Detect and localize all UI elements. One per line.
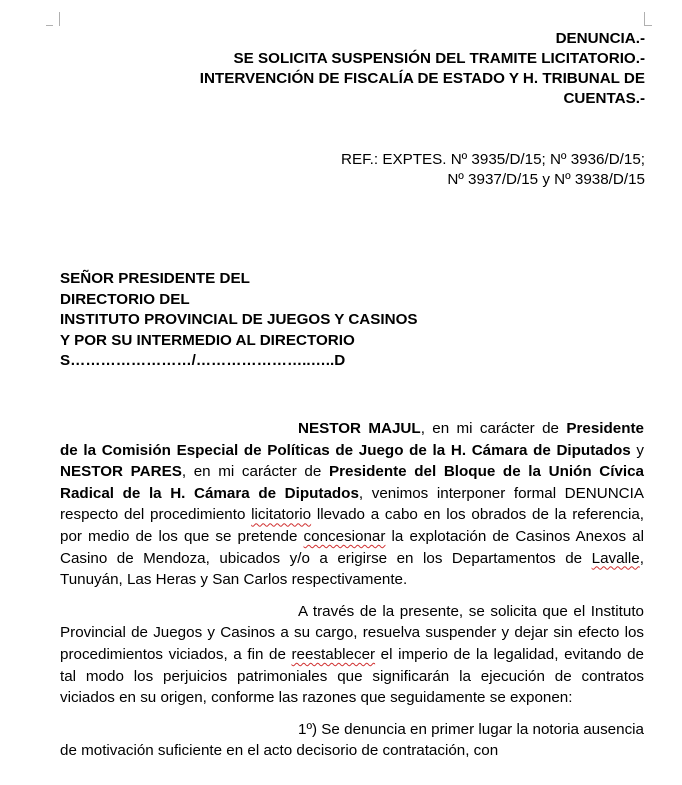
complainant-name-2: NESTOR PARES xyxy=(60,463,182,481)
complainant-role-2: Presidente del Bloque de la Unión Cívica Radical de la H. Cámara de Diputados xyxy=(60,463,645,502)
text-run: , en mi carácter de xyxy=(181,463,329,481)
page-margin-mark-top-left-h xyxy=(46,25,53,26)
heading-line: CUENTAS.- xyxy=(563,90,645,107)
addressee-line: SEÑOR PRESIDENTE DEL xyxy=(60,270,250,287)
spellcheck-word: reestablecer xyxy=(291,645,376,663)
complainant-name-1: NESTOR MAJUL xyxy=(298,420,421,437)
complainant-role-1: Presidente de la Comisión Especial de Políticas de Juego de la H. Cámara de Diputados xyxy=(60,420,645,459)
addressee-line: INSTITUTO PROVINCIAL DE JUEGOS Y CASINOS xyxy=(60,311,418,328)
text-run: 1º) Se denuncia en primer lugar la notoria ausencia de motivación suficiente en el acto decisorio de contratación, con xyxy=(60,720,644,760)
heading-line: INTERVENCIÓN DE FISCALÍA DE ESTADO Y H. TRIBUNAL DE xyxy=(199,70,645,87)
document-body xyxy=(60,418,644,772)
spellcheck-word: concesionar xyxy=(303,527,386,545)
text-run: la explotación de Casinos Anexos al Casino de Mendoza, ubicados y/o a erigirse en los Departamentos de xyxy=(60,527,645,567)
text-run: , venimos interponer formal DENUNCIA respecto del procedimiento xyxy=(60,484,644,524)
addressee-line: S……………………/…………………..…..D xyxy=(60,352,346,369)
heading-line: SE SOLICITA SUSPENSIÓN DEL TRAMITE LICITATORIO.- xyxy=(233,50,645,67)
text-run: y xyxy=(630,441,644,459)
page-margin-mark-top-right xyxy=(644,12,652,26)
text-run: A través de la presente, se solicita que el Instituto Provincial de Juegos y Casinos a su cargo, resuelva suspender y dejar sin efecto los procedimientos viciados, a fin de xyxy=(60,602,644,663)
reference-line-1: REF.: EXPTES. Nº 3935/D/15; Nº 3936/D/15; xyxy=(340,151,645,168)
spellcheck-word: licitatorio xyxy=(251,506,312,524)
spellcheck-word: Lavalle xyxy=(591,549,640,567)
paragraph-punto-1 xyxy=(60,719,644,762)
paragraph-solicitud xyxy=(60,601,644,709)
reference-line-2: Nº 3937/D/15 y Nº 3938/D/15 xyxy=(447,171,645,188)
heading-line: DENUNCIA.- xyxy=(555,30,645,47)
page-margin-mark-top-left xyxy=(52,12,60,26)
addressee-block xyxy=(60,269,418,372)
text-run: , en mi carácter de xyxy=(420,420,567,437)
text-run: llevado a cabo en los obrados de la referencia, por medio de los que se pretende xyxy=(60,506,644,545)
text-run: el imperio de la legalidad, evitando de tal modo los perjuicios patrimoniales que significarán la ejecución de contratos viciados en su origen, conforme las razones que seguidamente se exponen: xyxy=(60,645,644,707)
document-heading xyxy=(85,29,645,109)
paragraph-denuncia xyxy=(60,418,644,591)
text-run: , Tunuyán, Las Heras y San Carlos respectivamente. xyxy=(60,549,644,589)
addressee-line: Y POR SU INTERMEDIO AL DIRECTORIO xyxy=(60,331,355,349)
reference-block xyxy=(85,150,645,190)
page-margin-mark-top-right-h xyxy=(645,25,652,26)
addressee-line: DIRECTORIO DEL xyxy=(60,290,190,308)
